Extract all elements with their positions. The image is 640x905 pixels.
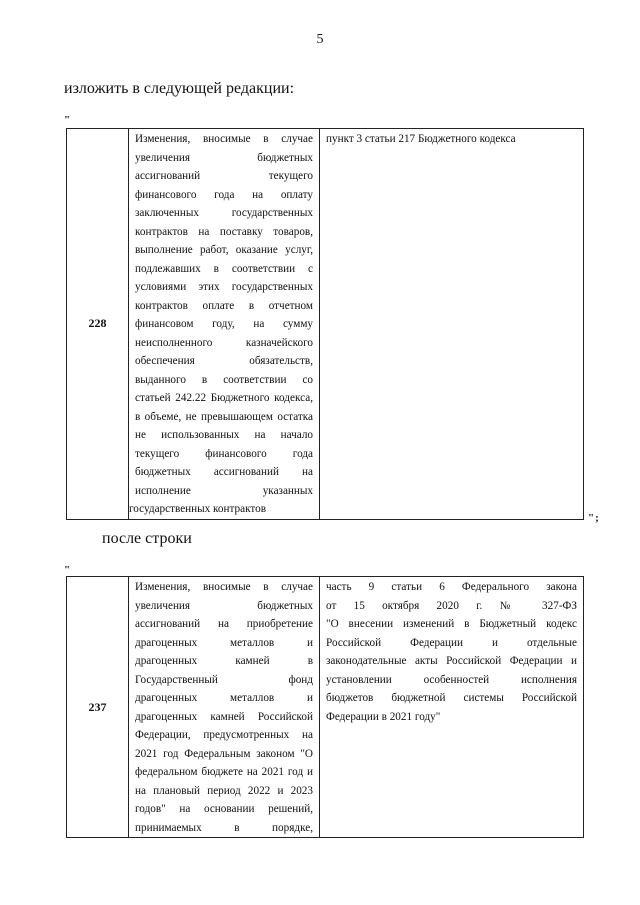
text-line: драгоценных металлов и [135, 636, 313, 649]
description-lines [129, 130, 319, 519]
row-reference [320, 129, 584, 520]
row-number: 228 [67, 129, 129, 520]
text-line: годов" на основании решений, [135, 803, 313, 815]
text-line: Изменения, вносимые в случае [135, 133, 313, 145]
text-line: Федерации, предусмотренных на [135, 729, 313, 741]
text-line: контрактов на поставку товаров, [135, 225, 313, 238]
text-line: обеспечения обязательств, [135, 355, 313, 367]
text-line: бюджетных ассигнований на [135, 466, 313, 478]
text-line: заключенных государственных [135, 207, 313, 219]
text-line: текущего финансового года [135, 447, 313, 460]
text-line: законодательные акты Российской Федерации и [326, 655, 577, 667]
reference-lines [320, 130, 583, 149]
text-line: Российской Федерации и отдельные [326, 636, 577, 649]
text-line: Федерации в 2021 году" [326, 710, 441, 723]
text-line: драгоценных металлов и [135, 692, 313, 704]
text-line: драгоценных камней в [135, 655, 313, 667]
page-number: 5 [316, 32, 324, 47]
text-line: неисполненного казначейского [135, 336, 313, 349]
table-row-237 [66, 576, 584, 838]
text-line: увеличения бюджетных [135, 599, 313, 612]
table-row-228 [66, 128, 584, 520]
text-line: подлежавших в соответствии с [135, 262, 313, 275]
text-line: статьей 242.22 Бюджетного кодекса, [135, 392, 313, 404]
text-line: установлении особенностей исполнения [326, 673, 577, 686]
text-line: финансовом году, на сумму [135, 318, 313, 330]
text-line: принимаемых в порядке, [135, 821, 313, 834]
reference-lines [320, 578, 583, 726]
open-quote-2: " [64, 564, 72, 576]
close-quote: "; [588, 512, 600, 524]
text-line: ассигнований текущего [135, 170, 313, 182]
intro-text: изложить в следующей редакции: [64, 80, 295, 97]
text-line: государственных контрактов [129, 503, 266, 515]
row-description [129, 129, 320, 520]
text-line: выполнение работ, оказание услуг, [135, 244, 313, 256]
text-line: ассигнований на приобретение [135, 618, 313, 630]
text-line: от 15 октября 2020 г. № 327-ФЗ [326, 599, 577, 612]
between-text: после строки [102, 530, 192, 547]
text-line: драгоценных камней Российской [135, 710, 313, 723]
text-line: не использованных на начало [135, 429, 313, 441]
text-line: финансового года на оплату [135, 188, 313, 201]
text-line: 2021 год Федеральным законом "О [135, 747, 313, 760]
description-lines [129, 578, 319, 837]
text-line: исполнение указанных [135, 484, 313, 497]
text-line: в объеме, не превышающем остатка [135, 410, 313, 423]
text-line: бюджетов бюджетной системы Российской [326, 692, 577, 704]
text-line: часть 9 статьи 6 Федерального закона [326, 581, 577, 593]
text-line: выданного в соответствии со [135, 373, 313, 386]
row-number: 237 [67, 577, 129, 838]
text-line: контрактов оплате в отчетном [135, 299, 313, 312]
row-description [129, 577, 320, 838]
text-line: условиями этих государственных [135, 281, 313, 293]
text-line: на плановый период 2022 и 2023 [135, 784, 313, 797]
text-line: пункт 3 статьи 217 Бюджетного кодекса [326, 133, 516, 145]
text-line: Изменения, вносимые в случае [135, 581, 313, 593]
row-reference [320, 577, 584, 838]
text-line: увеличения бюджетных [135, 151, 313, 164]
text-line: Государственный фонд [135, 673, 313, 686]
text-line: федеральном бюджете на 2021 год и [135, 766, 313, 778]
text-line: "О внесении изменений в Бюджетный кодекс [326, 618, 577, 630]
open-quote-1: " [64, 114, 72, 126]
